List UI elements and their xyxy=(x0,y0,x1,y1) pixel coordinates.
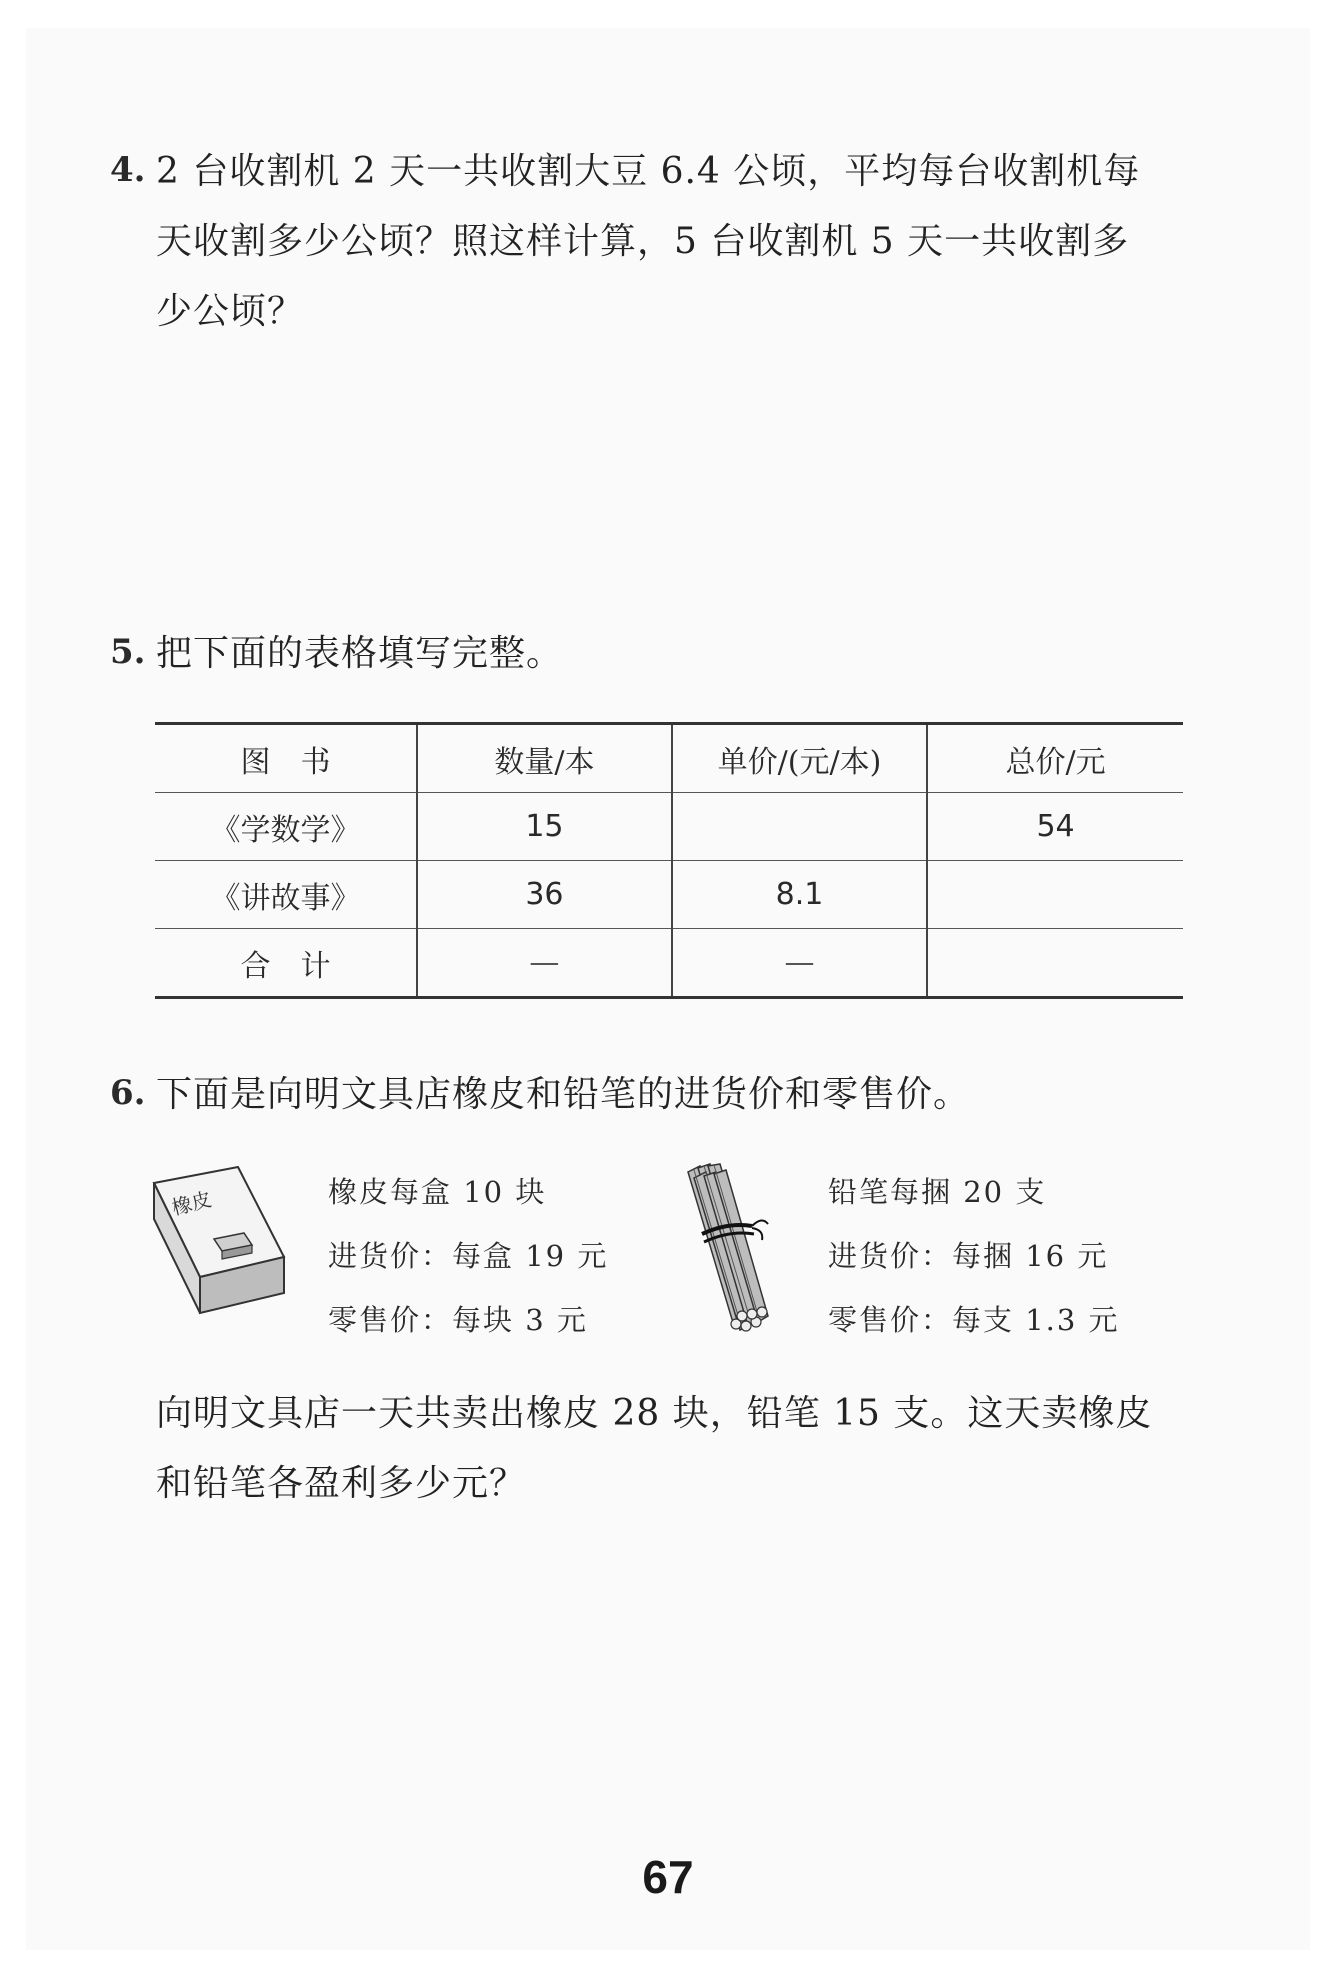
table-header-row xyxy=(155,724,1183,793)
question-4-line: 少公顷？ xyxy=(156,291,305,332)
pencil-info-line: 铅笔每捆 20 支 xyxy=(828,1175,1047,1209)
question-4-number: 4. xyxy=(110,150,146,190)
cell-unit-price-blank[interactable] xyxy=(672,793,927,861)
eraser-box-label: 橡皮 xyxy=(169,1186,215,1220)
cell-total-price-blank[interactable] xyxy=(927,861,1183,929)
eraser-info-line: 进货价：每盒 19 元 xyxy=(328,1239,609,1273)
pencil-info-line: 进货价：每捆 16 元 xyxy=(828,1239,1109,1273)
question-5-number: 5. xyxy=(110,632,146,672)
question-4-line: 2 台收割机 2 天一共收割大豆 6.4 公顷，平均每台收割机每 xyxy=(156,151,1141,192)
cell-grand-total-blank[interactable] xyxy=(927,929,1183,998)
question-5-text: 把下面的表格填写完整。 xyxy=(156,633,564,674)
question-6-body-line: 向明文具店一天共卖出橡皮 28 块，铅笔 15 支。这天卖橡皮 xyxy=(156,1393,1153,1434)
cell-dash: — xyxy=(417,929,672,998)
cell-book-name: 《讲故事》 xyxy=(155,861,417,929)
question-6-text: 下面是向明文具店橡皮和铅笔的进货价和零售价。 xyxy=(156,1074,971,1115)
pencil-info-line: 零售价：每支 1.3 元 xyxy=(828,1303,1120,1337)
table-row xyxy=(155,929,1183,998)
header-unit-price: 单价/(元/本) xyxy=(672,724,927,793)
pencil-info xyxy=(828,1160,1120,1352)
question-6-body xyxy=(156,1379,1216,1519)
question-4-line: 天收割多少公顷？照这样计算，5 台收割机 5 天一共收割多 xyxy=(156,221,1130,262)
table-row xyxy=(155,793,1183,861)
cell-quantity: 15 xyxy=(417,793,672,861)
eraser-info-line: 零售价：每块 3 元 xyxy=(328,1303,588,1337)
eraser-info-line: 橡皮每盒 10 块 xyxy=(328,1175,547,1209)
pencil-bundle-icon xyxy=(680,1160,790,1340)
question-4-text xyxy=(156,137,1216,347)
header-book: 图 书 xyxy=(155,724,417,793)
cell-unit-price: 8.1 xyxy=(672,861,927,929)
header-quantity: 数量/本 xyxy=(417,724,672,793)
cell-total-price: 54 xyxy=(927,793,1183,861)
question-6-number: 6. xyxy=(110,1073,146,1113)
cell-dash: — xyxy=(672,929,927,998)
eraser-info xyxy=(328,1160,608,1352)
question-6-body-line: 和铅笔各盈利多少元？ xyxy=(156,1463,527,1504)
table-row xyxy=(155,861,1183,929)
cell-total-label: 合 计 xyxy=(240,948,331,984)
books-table xyxy=(155,722,1183,999)
cell-book-name: 《学数学》 xyxy=(155,793,417,861)
header-total-price: 总价/元 xyxy=(927,724,1183,793)
eraser-box-icon xyxy=(150,1165,290,1335)
page-number: 67 xyxy=(642,1851,694,1903)
cell-quantity: 36 xyxy=(417,861,672,929)
